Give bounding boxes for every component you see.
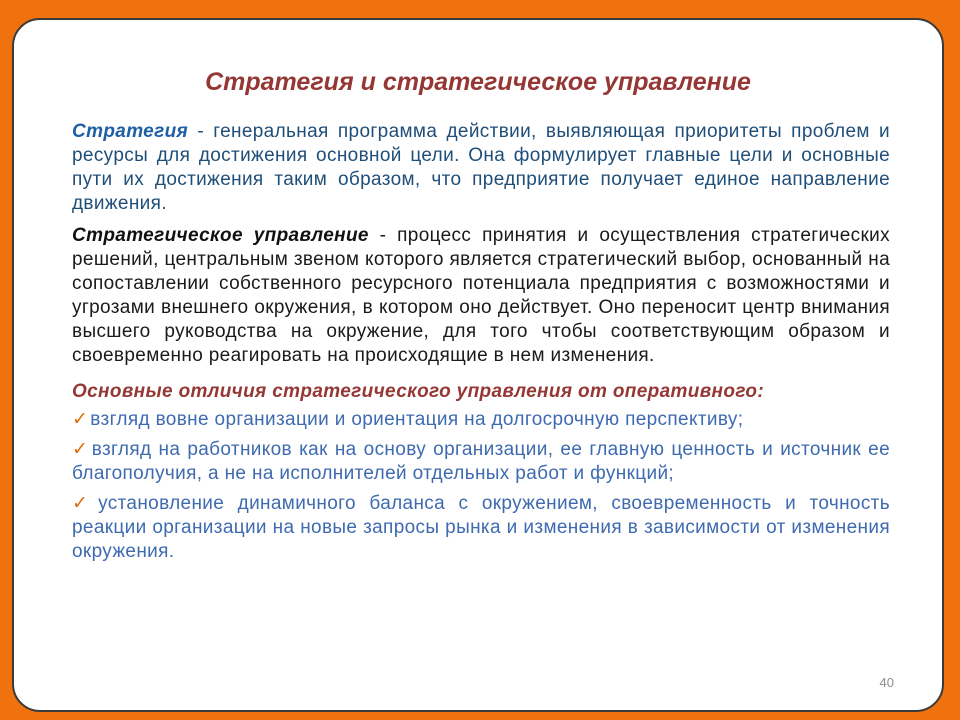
list-item [72, 492, 890, 564]
term-strategic-management: Стратегическое управление [72, 225, 369, 246]
slide-content [72, 120, 890, 570]
list-item-text: взгляд вовне организации и ориентация на долгосрочную перспективу; [90, 409, 744, 430]
definition-strategy [72, 120, 890, 216]
definition-strategic-management [72, 224, 890, 368]
page-number: 40 [879, 675, 894, 690]
differences-heading: Основные отличия стратегического управления от оперативного: [72, 381, 764, 402]
definition-strategy-text: - генеральная программа действии, выявляющая приоритеты проблем и ресурсы для достижения основной цели. Она формулирует главные цели и основные пути их достижения таким образом, что предприятие получает единое направление движения. [72, 121, 890, 214]
checkmark-icon: ✓ [72, 409, 89, 430]
slide-title: Стратегия и стратегическое управление [205, 68, 751, 96]
list-item [72, 438, 890, 486]
checkmark-icon: ✓ [72, 493, 97, 514]
checkmark-icon: ✓ [72, 439, 90, 460]
list-item-text: взгляд на работников как на основу организации, ее главную ценность и источник ее благополучия, а не на исполнителей отдельных работ и функций; [72, 439, 890, 484]
list-item [72, 408, 890, 432]
definition-strategic-management-text: - процесс принятия и осуществления стратегических решений, центральным звеном которого является стратегический выбор, основанный на сопоставлении собственного ресурсного потенциала предприятия с возможностями и угрозами внешнего окружения, в котором оно действует. Оно переносит центр внимания высшего руководства на окружение, для того чтобы соответствующим образом и своевременно реагировать на происходящие в нем изменения. [72, 225, 890, 366]
term-strategy: Стратегия [72, 121, 189, 142]
list-item-text: установление динамичного баланса с окружением, своевременность и точность реакции организации на новые запросы рынка и изменения в зависимости от изменения окружения. [72, 493, 890, 562]
slide-card [12, 18, 944, 712]
